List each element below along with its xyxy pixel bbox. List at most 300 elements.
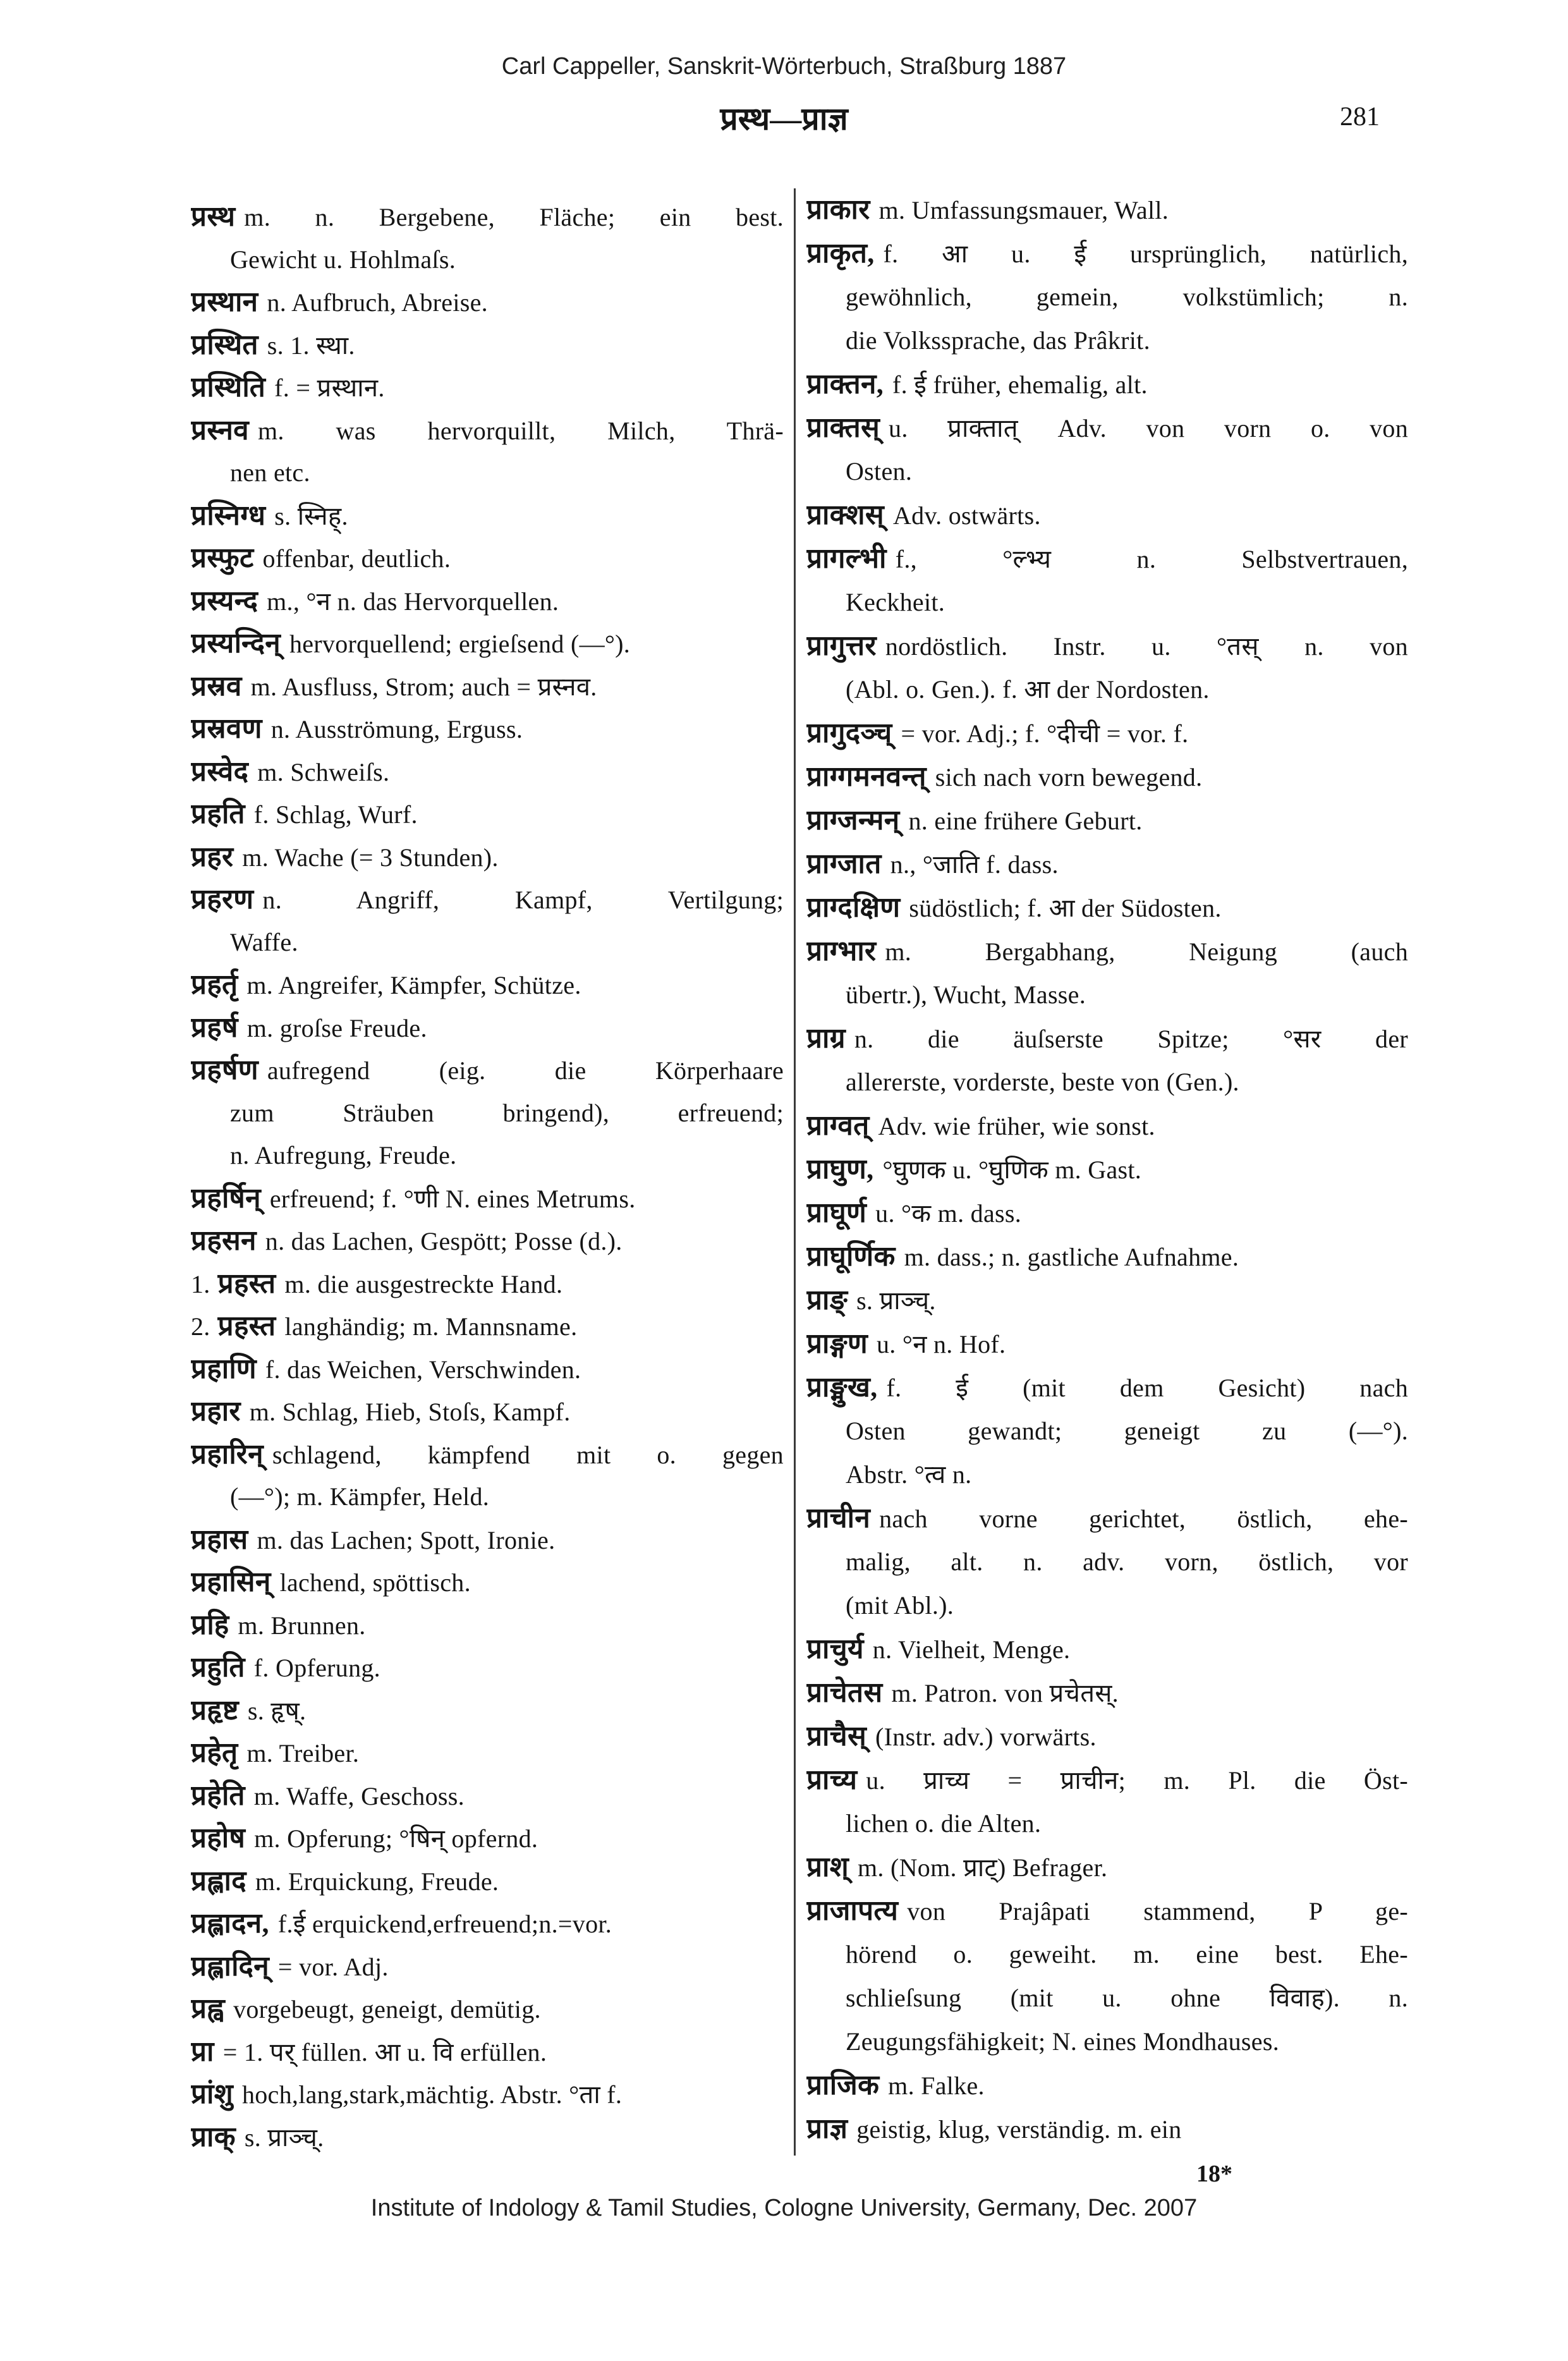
- entry-headword: प्रहोष: [191, 1822, 246, 1853]
- entry-first-line: [806, 362, 1408, 406]
- dictionary-entry: [191, 1731, 784, 1774]
- entry-text: m. Schweiſs.: [257, 757, 390, 786]
- entry-text: m. dass.; n. gastliche Aufnahme.: [904, 1243, 1239, 1271]
- entry-headword: प्रहेतृ: [191, 1737, 238, 1768]
- entry-headword: प्राघूर्णिक: [806, 1241, 896, 1272]
- entry-headword: प्रस्थिति: [191, 372, 266, 403]
- entry-text: geistig, klug, verständig. m. ein: [856, 2115, 1182, 2144]
- entry-text: n. eine frühere Geburt.: [908, 807, 1143, 835]
- entry-headword: प्राजिक: [806, 2070, 880, 2101]
- entry-headword: प्रह्लाद: [191, 1865, 246, 1896]
- entry-text: n. das Lachen, Gespött; Posse (d.).: [265, 1227, 623, 1255]
- entry-headword: प्राक्तन,: [806, 369, 884, 400]
- entry-text: nordöstlich. Instr. u. °तस् n. von: [885, 632, 1408, 661]
- entry-continuation-line: [191, 238, 784, 281]
- dictionary-entry: [806, 798, 1408, 842]
- entry-text: hoch,lang,stark,mächtig. Abstr. °ता f.: [241, 2080, 623, 2109]
- dictionary-entry: [191, 409, 784, 494]
- entry-first-line: [191, 2030, 784, 2073]
- entry-text: gewöhnlich, gemein, volkstümlich; n.: [846, 283, 1408, 311]
- entry-first-line: [191, 1987, 784, 2030]
- entry-continuation-line: [806, 1583, 1408, 1627]
- entry-text: m., °न n. das Hervorquellen.: [267, 587, 559, 616]
- dictionary-entry: [191, 665, 784, 708]
- entry-text: die Volkssprache, das Prâkrit.: [846, 326, 1150, 355]
- entry-text: (Instr. adv.) vorwärts.: [875, 1723, 1097, 1751]
- entry-headword: प्रस्निग्ध: [191, 499, 266, 531]
- entry-headword: प्रहासिन्: [191, 1566, 271, 1597]
- entry-headword: प्रस्थित: [191, 329, 258, 360]
- entry-first-line: [191, 281, 784, 324]
- entry-first-line: [191, 1902, 784, 1945]
- entry-headword: प्रस्नव: [191, 414, 249, 446]
- entry-first-line: [806, 231, 1408, 275]
- entry-text: m. Schlag, Hieb, Stoſs, Kampf.: [249, 1398, 571, 1426]
- entry-text: f. Schlag, Wurf.: [253, 800, 418, 829]
- entry-first-line: [806, 711, 1408, 755]
- entry-first-line: [806, 188, 1408, 231]
- dictionary-entry: [191, 878, 784, 963]
- dictionary-entry: [191, 1945, 784, 1988]
- entry-headword: प्रह्लादिन्: [191, 1950, 269, 1982]
- entry-headword: प्रस्यन्द: [191, 585, 258, 616]
- entry-first-line: [191, 2073, 784, 2116]
- entry-text: °घुणक u. °घुणिक m. Gast.: [882, 1156, 1142, 1184]
- dictionary-entry: [191, 366, 784, 409]
- entry-headword: प्राजापत्य: [806, 1895, 899, 1926]
- dictionary-entry: [806, 1671, 1408, 1714]
- dictionary-entry: [806, 1889, 1408, 2063]
- entry-headword: प्राङ्गण: [806, 1328, 868, 1359]
- entry-continuation-line: [806, 275, 1408, 319]
- entry-headword: प्राङ्: [806, 1284, 848, 1315]
- dictionary-entry: [191, 1817, 784, 1860]
- entry-continuation-line: [806, 1453, 1408, 1496]
- entry-first-line: [191, 1689, 784, 1732]
- entry-headword: प्रस्रवण: [191, 713, 262, 744]
- dictionary-entry: [191, 1006, 784, 1049]
- dictionary-entry: [806, 1758, 1408, 1845]
- entry-text: m. Brunnen.: [238, 1611, 366, 1640]
- entry-text: m. Angreifer, Kämpfer, Schütze.: [246, 971, 581, 999]
- entry-headword: प्रहृष्ट: [191, 1694, 239, 1726]
- entry-text: m. was hervorquillt, Milch, Thrä-: [257, 416, 784, 445]
- entry-headword: प्रहति: [191, 798, 245, 829]
- dictionary-entry: [191, 1860, 784, 1903]
- dictionary-entry: [806, 406, 1408, 493]
- entry-text: s. प्राञ्च्.: [244, 2123, 324, 2152]
- entry-text: von Prajâpati stammend, P ge-: [907, 1897, 1408, 1925]
- entry-first-line: [191, 2116, 784, 2159]
- entry-text: u. प्राच्य = प्राचीन; m. Pl. die Öst-: [866, 1766, 1408, 1795]
- entry-continuation-line: [806, 580, 1408, 624]
- dictionary-entry: [191, 324, 784, 367]
- entry-text: lichen o. die Alten.: [846, 1809, 1042, 1838]
- entry-first-line: [806, 1496, 1408, 1540]
- entry-text: m. groſse Freude.: [246, 1013, 427, 1042]
- entry-headword: प्रहर्ष: [191, 1011, 238, 1043]
- entry-first-line: [806, 1191, 1408, 1235]
- entry-text: nach vorne gerichtet, östlich, ehe-: [879, 1504, 1408, 1533]
- entry-first-line: [806, 1104, 1408, 1147]
- entry-first-line: [191, 537, 784, 580]
- entry-text: f. Opferung.: [253, 1654, 380, 1682]
- entry-text: hörend o. geweiht. m. eine best. Ehe-: [846, 1940, 1408, 1968]
- entry-headword: प्राक्: [191, 2121, 236, 2152]
- dictionary-entry: [191, 1561, 784, 1604]
- entry-continuation-line: [191, 451, 784, 494]
- entry-text: übertr.), Wucht, Masse.: [846, 980, 1086, 1009]
- entry-headword: प्राग्जात: [806, 848, 882, 879]
- entry-text: s. 1. स्था.: [267, 331, 355, 360]
- entry-text: schlieſsung (mit u. ohne विवाह). n.: [846, 1984, 1408, 2012]
- right-column: [806, 188, 1408, 2151]
- source-header: Carl Cappeller, Sanskrit-Wörterbuch, Straßburg 1887: [501, 53, 1067, 80]
- entry-text: Adv. wie früher, wie sonst.: [878, 1112, 1155, 1140]
- entry-continuation-line: [806, 973, 1408, 1016]
- entry-first-line: [806, 406, 1408, 449]
- entry-headword: प्रह्व: [191, 1993, 225, 2024]
- entry-continuation-line: [806, 2020, 1408, 2063]
- entry-continuation-line: [806, 1976, 1408, 2020]
- entry-first-line: [191, 409, 784, 452]
- entry-headword: प्राचुर्य: [806, 1633, 864, 1664]
- entry-first-line: [191, 1774, 784, 1817]
- entry-first-line: [191, 793, 784, 836]
- entry-text: f. आ u. ई ursprünglich, natürlich,: [883, 240, 1408, 268]
- entry-text: allererste, vorderste, beste von (Gen.).: [846, 1068, 1239, 1096]
- entry-headword: प्रस्वेद: [191, 755, 249, 787]
- entry-text: n. Aufregung, Freude.: [230, 1141, 457, 1169]
- dictionary-entry: [191, 1177, 784, 1220]
- dictionary-entry: [806, 362, 1408, 406]
- entry-first-line: [806, 1016, 1408, 1060]
- entry-first-line: [191, 1262, 784, 1305]
- entry-continuation-line: [191, 921, 784, 964]
- entry-text: (—°); m. Kämpfer, Held.: [230, 1482, 490, 1511]
- dictionary-entry: [191, 1604, 784, 1647]
- entry-headword: प्रस्रव: [191, 670, 242, 702]
- entry-first-line: [191, 1049, 784, 1092]
- entry-text: nen etc.: [230, 458, 310, 487]
- entry-text: f. ई (mit dem Gesicht) nach: [886, 1374, 1408, 1402]
- entry-text: m. Umfassungsmauer, Wall.: [878, 196, 1169, 224]
- entry-headword: प्रहाणि: [191, 1353, 257, 1384]
- entry-text: Osten.: [846, 457, 913, 485]
- entry-text: Waffe.: [230, 927, 298, 956]
- entry-first-line: [806, 1889, 1408, 1932]
- entry-first-line: [191, 707, 784, 750]
- entry-headword: प्रहर्तृ: [191, 969, 238, 1000]
- page-number: 281: [1340, 102, 1380, 131]
- dictionary-entry: [806, 1496, 1408, 1627]
- dictionary-entry: [191, 1689, 784, 1732]
- entry-text: = vor. Adj.: [277, 1952, 389, 1981]
- entry-first-line: [191, 1348, 784, 1391]
- dictionary-entry: [806, 1191, 1408, 1235]
- entry-first-line: [191, 494, 784, 537]
- dictionary-entry: [191, 1433, 784, 1518]
- dictionary-entry: [191, 1219, 784, 1262]
- entry-text: schlagend, kämpfend mit o. gegen: [272, 1440, 784, 1469]
- entry-first-line: [191, 1518, 784, 1561]
- entry-first-line: [191, 366, 784, 409]
- entry-first-line: [191, 1731, 784, 1774]
- entry-first-line: [806, 1627, 1408, 1671]
- entry-first-line: [806, 1714, 1408, 1758]
- entry-headword: प्रहारिन्: [191, 1438, 264, 1470]
- dictionary-entry: [806, 886, 1408, 929]
- entry-text: f.ई erquickend,erfreuend;n.=vor.: [277, 1910, 612, 1938]
- entry-text: (mit Abl.).: [846, 1591, 954, 1620]
- column-divider: [794, 188, 796, 2156]
- entry-first-line: [191, 1604, 784, 1647]
- entry-text: = 1. पर् füllen. आ u. वि erfüllen.: [222, 2037, 547, 2066]
- entry-text: aufregend (eig. die Körperhaare: [267, 1056, 784, 1085]
- entry-headword: प्रहर: [191, 841, 234, 872]
- entry-first-line: [191, 1219, 784, 1262]
- entry-first-line: [191, 324, 784, 367]
- dictionary-entry: [191, 622, 784, 665]
- entry-headword: प्रहस्त: [217, 1310, 276, 1341]
- entry-text: m. das Lachen; Spott, Ironie.: [257, 1525, 556, 1554]
- dictionary-entry: [806, 2063, 1408, 2107]
- dictionary-entry: [806, 1016, 1408, 1104]
- entry-text: offenbar, deutlich.: [262, 544, 451, 573]
- entry-first-line: [806, 2107, 1408, 2151]
- left-column: [191, 195, 784, 2158]
- entry-first-line: [806, 493, 1408, 537]
- entry-text: f. das Weichen, Verschwinden.: [265, 1355, 581, 1384]
- dictionary-entry: [191, 1348, 784, 1391]
- dictionary-entry: [806, 624, 1408, 711]
- dictionary-entry: [191, 1987, 784, 2030]
- entry-text: f. ई früher, ehemalig, alt.: [892, 370, 1148, 399]
- entry-text: s. प्राञ्च्.: [856, 1286, 936, 1315]
- entry-first-line: [191, 580, 784, 623]
- dictionary-entry: [191, 1774, 784, 1817]
- entry-text: = vor. Adj.; f. °दीची = vor. f.: [901, 719, 1189, 748]
- entry-number: 1.: [191, 1269, 210, 1298]
- entry-headword: प्राग्भार: [806, 936, 877, 967]
- entry-headword: प्रहसन: [191, 1225, 257, 1256]
- entry-text: südöstlich; f. आ der Südosten.: [909, 894, 1222, 922]
- entry-continuation-line: [191, 1134, 784, 1177]
- entry-headword: प्रहि: [191, 1609, 229, 1640]
- entry-first-line: [191, 665, 784, 708]
- dictionary-entry: [191, 1518, 784, 1561]
- entry-headword: प्रहर्षण: [191, 1054, 258, 1085]
- entry-first-line: [806, 537, 1408, 580]
- entry-number: 2.: [191, 1312, 210, 1341]
- dictionary-entry: [191, 1390, 784, 1433]
- entry-text: u. °न n. Hof.: [877, 1330, 1006, 1358]
- entry-text: Keckheit.: [846, 588, 945, 616]
- dictionary-entry: [806, 1365, 1408, 1496]
- entry-text: m. Patron. von प्रचेतस्.: [891, 1679, 1119, 1707]
- dictionary-entry: [806, 711, 1408, 755]
- entry-text: vorgebeugt, geneigt, demütig.: [233, 1995, 541, 2023]
- dictionary-entry: [806, 1627, 1408, 1671]
- entry-first-line: [191, 195, 784, 238]
- entry-headword: प्रस्फुट: [191, 542, 254, 573]
- dictionary-entry: [191, 195, 784, 281]
- dictionary-entry: [806, 231, 1408, 362]
- entry-headword: प्रहरण: [191, 884, 254, 915]
- entry-text: s. हृष्.: [247, 1696, 307, 1725]
- entry-first-line: [806, 1322, 1408, 1365]
- dictionary-entry: [806, 842, 1408, 886]
- entry-text: m. Wache (= 3 Stunden).: [242, 843, 499, 872]
- entry-continuation-line: [806, 1060, 1408, 1104]
- entry-headword: प्राङ्मुख,: [806, 1372, 878, 1403]
- entry-continuation-line: [191, 1475, 784, 1518]
- dictionary-entry: [806, 188, 1408, 231]
- entry-first-line: [191, 1945, 784, 1988]
- entry-headword: प्राग्वत्: [806, 1110, 870, 1141]
- entry-text: langhändig; m. Mannsname.: [284, 1312, 578, 1341]
- entry-first-line: [191, 1305, 784, 1348]
- dictionary-entry: [806, 1104, 1408, 1147]
- dictionary-entry: [191, 1049, 784, 1177]
- entry-first-line: [191, 878, 784, 921]
- signature-mark: 18*: [1196, 2161, 1232, 2187]
- entry-headword: प्रहुति: [191, 1652, 245, 1683]
- entry-headword: प्रहास: [191, 1523, 248, 1555]
- dictionary-entry: [191, 2073, 784, 2116]
- entry-text: n. Ausströmung, Erguss.: [270, 715, 523, 743]
- entry-first-line: [806, 624, 1408, 668]
- dictionary-entry: [806, 1714, 1408, 1758]
- entry-first-line: [806, 1365, 1408, 1409]
- entry-first-line: [191, 622, 784, 665]
- source-footer: Institute of Indology & Tamil Studies, Cologne University, Germany, Dec. 2007: [370, 2195, 1198, 2221]
- entry-text: m. Falke.: [888, 2071, 985, 2100]
- dictionary-entry: [191, 281, 784, 324]
- entry-first-line: [806, 798, 1408, 842]
- dictionary-entry: [191, 537, 784, 580]
- entry-text: m. Bergabhang, Neigung (auch: [885, 937, 1408, 966]
- entry-first-line: [191, 1433, 784, 1476]
- entry-headword: प्राज्ञ: [806, 2113, 848, 2144]
- entry-text: malig, alt. n. adv. vorn, östlich, vor: [846, 1547, 1408, 1576]
- entry-first-line: [191, 1390, 784, 1433]
- entry-first-line: [806, 1235, 1408, 1278]
- dictionary-entry: [806, 1235, 1408, 1278]
- entry-first-line: [806, 1845, 1408, 1889]
- entry-text: (Abl. o. Gen.). f. आ der Nordosten.: [846, 675, 1210, 704]
- entry-text: n., °जाति f. dass.: [890, 850, 1059, 879]
- entry-text: f., °ल्भ्य n. Selbstvertrauen,: [895, 545, 1408, 573]
- entry-headword: प्राश्: [806, 1852, 849, 1882]
- dictionary-entry: [806, 493, 1408, 537]
- entry-text: m. Opferung; °षिन् opfernd.: [254, 1824, 538, 1853]
- dictionary-entry: [806, 1147, 1408, 1191]
- entry-headword: प्राग्गमनवन्त्: [806, 761, 927, 792]
- entry-headword: प्राचीन: [806, 1503, 871, 1534]
- entry-text: n. Vielheit, Menge.: [872, 1635, 1071, 1664]
- dictionary-entry: [191, 1262, 784, 1305]
- entry-first-line: [806, 2063, 1408, 2107]
- entry-headword: प्राक्शस्: [806, 499, 884, 530]
- dictionary-entry: [191, 750, 784, 793]
- entry-continuation-line: [806, 319, 1408, 362]
- dictionary-entry: [191, 1902, 784, 1945]
- entry-text: n. die äuſserste Spitze; °सर der: [854, 1025, 1408, 1053]
- entry-first-line: [191, 836, 784, 879]
- entry-text: m. n. Bergebene, Fläche; ein best.: [244, 203, 784, 231]
- dictionary-entry: [191, 1305, 784, 1348]
- entry-first-line: [191, 1646, 784, 1689]
- dictionary-entry: [191, 494, 784, 537]
- entry-text: erfreuend; f. °णी N. eines Metrums.: [269, 1184, 636, 1213]
- entry-first-line: [806, 886, 1408, 929]
- entry-text: hervorquellend; ergieſsend (—°).: [289, 630, 631, 658]
- dictionary-entry: [191, 2030, 784, 2073]
- entry-text: Osten gewandt; geneigt zu (—°).: [846, 1417, 1408, 1445]
- entry-headword: प्रस्थान: [191, 286, 258, 317]
- entry-headword: प्रागल्भी: [806, 543, 887, 574]
- dictionary-entry: [806, 2107, 1408, 2151]
- dictionary-entry: [806, 537, 1408, 624]
- entry-text: u. °क m. dass.: [875, 1199, 1022, 1228]
- entry-headword: प्रह्लादन,: [191, 1908, 269, 1939]
- entry-headword: प्राकार: [806, 194, 870, 225]
- entry-text: Abstr. °त्व n.: [846, 1460, 972, 1489]
- running-head: प्रस्थ—प्राज्ञ: [720, 101, 848, 137]
- entry-continuation-line: [806, 1409, 1408, 1453]
- entry-text: sich nach vorn bewegend.: [935, 763, 1203, 791]
- entry-headword: प्रागुत्तर: [806, 630, 877, 661]
- dictionary-entry: [191, 707, 784, 750]
- entry-text: m. (Nom. प्राट्) Befrager.: [857, 1853, 1108, 1882]
- dictionary-entry: [806, 929, 1408, 1016]
- entry-text: n. Aufbruch, Abreise.: [267, 288, 488, 317]
- entry-first-line: [806, 755, 1408, 798]
- entry-headword: प्रहस्त: [217, 1267, 276, 1299]
- entry-headword: प्राघुण,: [806, 1154, 874, 1185]
- entry-continuation-line: [806, 1540, 1408, 1583]
- entry-continuation-line: [806, 1802, 1408, 1845]
- dictionary-entry: [191, 793, 784, 836]
- entry-headword: प्रहर्षिन्: [191, 1182, 261, 1214]
- dictionary-entry: [806, 1278, 1408, 1322]
- dictionary-entry: [806, 1322, 1408, 1365]
- entry-first-line: [191, 1860, 784, 1903]
- entry-text: m. Ausfluss, Strom; auch = प्रस्नव.: [250, 672, 597, 701]
- entry-headword: प्राकृत,: [806, 238, 875, 269]
- entry-text: Gewicht u. Hohlmaſs.: [230, 245, 456, 274]
- entry-first-line: [806, 1758, 1408, 1802]
- entry-text: m. Waffe, Geschoss.: [253, 1781, 465, 1810]
- entry-continuation-line: [806, 449, 1408, 493]
- dictionary-entry: [191, 2116, 784, 2159]
- dictionary-entry: [191, 963, 784, 1006]
- entry-headword: प्रहार: [191, 1396, 241, 1427]
- entry-headword: प्राच्य: [806, 1764, 858, 1795]
- entry-text: zum Sträuben bringend), erfreuend;: [230, 1098, 784, 1127]
- entry-first-line: [191, 1006, 784, 1049]
- entry-headword: प्राघूर्ण: [806, 1197, 867, 1228]
- entry-headword: प्रागुदञ्च्: [806, 717, 892, 748]
- dictionary-entry: [806, 755, 1408, 798]
- entry-text: n. Angriff, Kampf, Vertilgung;: [262, 886, 784, 914]
- entry-headword: प्राचैस्: [806, 1721, 867, 1752]
- dictionary-entry: [191, 1646, 784, 1689]
- entry-text: lachend, spöttisch.: [279, 1568, 471, 1597]
- entry-first-line: [806, 1671, 1408, 1714]
- entry-headword: प्रा: [191, 2035, 214, 2067]
